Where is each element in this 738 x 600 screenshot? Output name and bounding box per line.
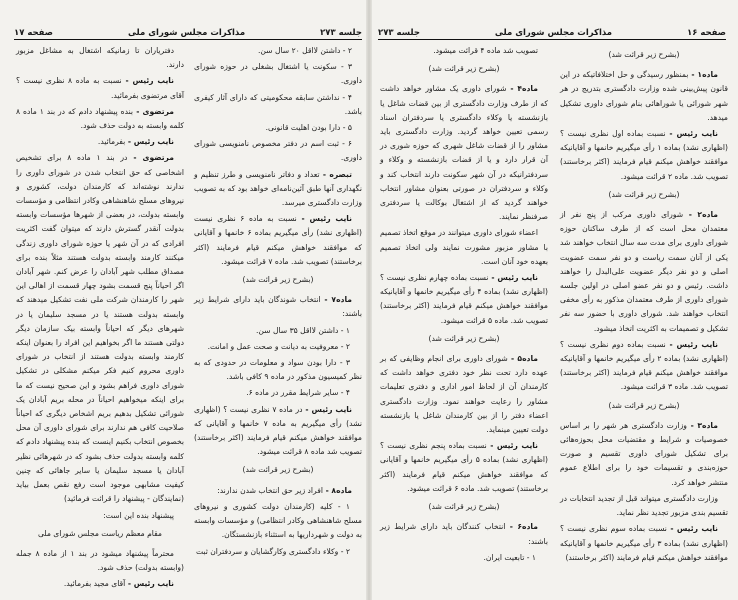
paragraph xyxy=(560,492,728,520)
paragraph-text: نسبت بماده اول نظری نیست ؟ (اظهاری نشد) بماده ۱ رأی میگیریم خانمها و آقایانیکه موافقند خواهش میکنم قیام فرمایند (اکثر برخاستند) تصویب شد. ماده ۲ قرائت میشود. xyxy=(560,129,729,181)
paragraph-text: ۳ - دارا بودن سواد و معلومات در حدودی که به نظر کمیسیون مذکور در ماده ۹ کافی باشد. xyxy=(194,358,362,382)
paragraph-text: ۲ - معروفیت به دیانت و صحت عمل و امانت. xyxy=(207,341,350,351)
paragraph xyxy=(560,522,728,565)
reading-note xyxy=(194,273,362,287)
paragraph-text: انتخاب شوندگان باید دارای شرایط زیر باشند: xyxy=(194,295,362,319)
paragraph-text: (بشرح زیر قرائت شد) xyxy=(242,465,314,475)
paragraph-text: شورای داوری مرکب از پنج نفر از معتمدان محل است که از طرف ساکنان حوزه شورای داوری برای مدت سه سال انتخاب خواهند شد یکی از آنان سمت ریاست و دو نفر سمت عضویت اصلی و دو نفر دیگر عضویت علی‌البدل را خواهند داشت. رئیس و دو نفر عضو اصلی در اولین جلسه شورای داوری از طرف معتمدان مذکور به رأی مخفی انتخاب خواهند شد. شورای داوری با حضور سه نفر تشکیل و تصمیمات به اکثریت اتخاذ میشود. xyxy=(560,210,728,333)
page-number: صفحه ۱۶ xyxy=(687,28,726,38)
paragraph-text: نسبت بماده سوم نظری نیست ؟ (اظهاری نشد) بماده ۳ رأی میگیریم خانمها و آقایانیکه موافقند خواهش میکنم قیام فرمایند (اکثر برخاستند) xyxy=(560,524,729,562)
paragraph xyxy=(380,271,548,328)
speaker-label: ماده۵ - xyxy=(507,354,538,364)
paragraph-text: (بشرح زیر قرائت شد) xyxy=(428,333,500,343)
speaker-label: ماده۳ - xyxy=(686,420,718,430)
paragraph xyxy=(560,68,728,125)
speaker-label: ماده۴ - xyxy=(506,84,538,94)
paragraph xyxy=(16,74,184,102)
paragraph-text: وزارت دادگستری میتواند قبل از تجدید انتخابات در تقسیم بندی مزبور تجدید نظر نماید. xyxy=(560,493,728,518)
speaker-label: نایب رئیس - xyxy=(302,404,352,414)
paragraph-text: ۱ - کلیه (کارمندان دولت کشوری و نیروهای مسلح شاهنشاهی وکادر انتظامی) و مؤسسات وابسته به دولت و شهرداریها به استثناء بازنشستگان. xyxy=(194,501,362,540)
paragraph-text: نسبت به ماده ۸ نظری نیست ؟ آقای مرتضوی بفرمائید. xyxy=(16,76,184,100)
speaker-label: نایب رئیس - xyxy=(665,129,718,139)
paragraph xyxy=(380,520,548,548)
paragraph xyxy=(194,293,362,321)
paragraph-text: ۶ - ثبت اسم در دفتر مخصوص نامنویسی شورای داوری. xyxy=(194,139,362,163)
paragraph-text: ۴ - سایر شرایط مقرر در ماده ۶. xyxy=(246,388,350,398)
paragraph-text: وزارت دادگستری هر شهر را بر اساس خصوصیات و شرایط و مقتضیات محل بحوزه‌هائی برای تشکیل شورای داوری تقسیم و صورت حوزه‌بندی و تقسیمات خود را برای اطلاع عموم منتشر خواهد کرد. xyxy=(560,420,728,487)
paragraph xyxy=(194,212,362,269)
paragraph-text: نسبت به ماده ۶ نظری نیست (اظهاری نشد) رأی میگیریم بماده ۶ خانمها و آقایانی که موافقند خواهش میکنم قیام فرمایند (اکثر برخاستند) تصویب شد. ماده ۷ قرائت میشود. xyxy=(194,214,362,266)
paragraph-text: دفتریاران تا زمانیکه اشتغال به مشاغل مزبور دارند. xyxy=(16,46,184,70)
paragraph-text: در بند ۱ ماده ۸ برای تشخیص اشخاصی که حق انتخاب شدن در شورای داوری را ندارند نوشته‌اند که کارمندان دولت، کشوری و نیروهای مسلح شاهنشاهی وکادر انتظامی و مؤسسات وابسته بدولت، در بعضی از شهرها مؤسسات وابسته بدولت آنقدر گسترش دارند که میتوان گفت اکثریت افرادی که در آن شهر یا حوزه شورای داوری زندگی میکنند کارمند وابسته بدولت هستند مثلاً بنده برای مصداق مطلب شهر آبادان را عرض کنم. شهر آبادان اگر احیاناً پنج قسمت بشود چهار قسمت از اهالی این شهر را کارمندان شرکت ملی نفت تشکیل میدهند که وابسته بدولت هستند یا در مسجد سلیمان یا در شهرهای دیگر که احیاناً وابسته بیک سازمان دیگر دولتی هستند ما اگر بخواهیم این افراد را بعنوان اینکه کارمند وابسته بدولت هستند از انتخاب در شورای داوری محروم کنیم فکر میکنم مشکلی در تشکیل شورای داوری فراهم بشود و این صحیح نیست که ما برای اینکه میخواهیم احیاناً در محله بریم آبادان یک شورائی تشکیل بدهیم بریم اشخاص دیگری که احیاناً صلاحیت کافی هم ندارند برای شورای داوری آن محل بخصوص انتخاب بکنیم اینست که بنده پیشنهاد دادم که کلمه وابسته بدولت حذف بشود که در شهرهائی نظیر آبادان یا مسجد سلیمان یا سایر جاهائی که چنین کیفیت مشابهی موجود است رفع نقص بعمل بیاید (نمایندگان - پیشنهاد را قرائت فرمائید) xyxy=(15,153,184,504)
speaker-label: تبصره - xyxy=(319,169,352,179)
paragraph xyxy=(194,44,362,58)
paragraph xyxy=(194,91,362,119)
paragraph-text: افراد زیر حق انتخاب شدن ندارند: xyxy=(217,485,323,495)
paragraph-text: شورای داوری یک مشاور خواهد داشت که از طرف وزارت دادگستری از بین قضات شاغل یا بازنشسته یا وکلاء دادگستری یا سردفتران اسناد رسمی تعیین خواهد گردید. وزارت دادگستری باید مشاور را از قضات شاغل شهری که حوزه شوری در آن قرار دارد و یا از قضات بازنشسته و وکلاء و سردفترانیکه در آن شهر سکونت دارند انتخاب کند و وکلاء و سردفتران در صورتی بعنوان مشاور انتخاب خواهند گردید که از اشتغال بوکالت یا سردفتری صرفنظر نمایند. xyxy=(380,84,548,222)
paragraph xyxy=(194,60,362,88)
speaker-label: مرتضوی - xyxy=(133,106,174,116)
text-column xyxy=(560,44,728,567)
paragraph-text: پیشنهاد بنده این است: xyxy=(103,510,174,520)
paragraph-text: ۳ - سکونت یا اشتغال بشغلی در حوزه شورای داوری. xyxy=(194,62,362,86)
paragraph xyxy=(380,352,548,437)
paragraph-text: (بشرح زیر قرائت شد) xyxy=(428,64,500,74)
paragraph xyxy=(560,127,728,184)
paragraph-text: نسبت بماده دوم نظری نیست ؟ (اظهاری نشد) بماده ۲ رأی میگیریم خانمها و آقایانیکه موافقند خواهش میکنم قیام فرمایند (اکثر برخاستند) تصویب شد. ماده ۳ قرائت میشود. xyxy=(560,339,729,392)
paragraph-text: نسبت بماده چهارم نظری نیست ؟ (اظهاری نشد) بماده ۴ رأی میگیریم خانمها و آقایانیکه موافقند خواهش میکنم قیام فرمایند (اکثر برخاستند) تصویب شد. ماده ۵ قرائت میشود. xyxy=(380,273,549,325)
paragraph xyxy=(16,44,184,72)
speaker-label: نایب رئیس - xyxy=(121,76,174,86)
list-item xyxy=(194,545,362,559)
paragraph-text: بمنظور رسیدگی و حل اختلافاتیکه در این قانون پیش‌بینی شده وزارت دادگستری بتدریج در هر شهر شورائی یا شوراهائی بنام شورای داوری تشکیل میدهد. xyxy=(560,70,728,122)
paragraph xyxy=(194,137,362,165)
paragraph-text: تصویب شد ماده ۴ قرائت میشود. xyxy=(433,46,538,55)
paragraph xyxy=(16,577,184,591)
paragraph-text: ۱ - تابعیت ایران. xyxy=(483,552,536,562)
paragraph-text: بنده پیشنهاد دادم که در بند ۱ ماده ۸ کلمه وابسته به دولت حذف شود. xyxy=(16,106,184,131)
paragraph-text: تعداد و دفاتر نامنویسی و طرز تنظیم و نگهداری آنها طبق آئین‌نامه‌ای خواهد بود که به تصویب وزارت دادگستری میرسد. xyxy=(194,169,362,208)
paragraph-text: آقای مجید بفرمائید. xyxy=(63,579,126,589)
reading-note xyxy=(560,48,728,62)
list-item xyxy=(194,500,362,543)
speaker-label: نایب رئیس - xyxy=(488,273,539,283)
text-column xyxy=(16,44,184,594)
right-page xyxy=(370,0,738,600)
reading-note xyxy=(380,332,548,346)
page-number: صفحه ۱۷ xyxy=(14,28,53,38)
list-item xyxy=(194,340,362,354)
text-column xyxy=(380,44,548,567)
list-item xyxy=(194,324,362,338)
paragraph-text: (بشرح زیر قرائت شد) xyxy=(608,50,680,59)
reading-note xyxy=(380,62,548,76)
paragraph-text: ۱ - داشتن لااقل ۳۵ سال سن. xyxy=(255,325,350,335)
reading-note xyxy=(380,500,548,514)
paragraph-text: (بشرح زیر قرائت شد) xyxy=(608,400,680,410)
speaker-label: مرتضوی - xyxy=(127,153,174,163)
publication-title: مذاکرات مجلس شورای ملی xyxy=(127,28,246,38)
paragraph-text: نسبت بماده پنجم نظری نیست ؟ (اظهاری نشد) بماده ۵ رأی میگیریم خانمها و آقایانی که موافقند خواهش میکنم قیام فرمایند (اکثر برخاستند) تصویب شد. ماده ۶ قرائت میشود. xyxy=(380,441,548,493)
paragraph xyxy=(380,226,548,269)
paragraph-text: در ماده ۷ نظری نیست ؟ (اظهاری نشد) رأی میگیریم به ماده ۷ خانمها و آقایانی که موافقند خواهش میکنم قیام فرمایند (اکثر برخاستند) تصویب شد ماده ۸ قرائت میشود. xyxy=(194,404,362,457)
session-number: جلسه ۲۷۳ xyxy=(320,28,362,38)
paragraph xyxy=(16,105,184,133)
reading-note xyxy=(16,527,184,541)
paragraph xyxy=(560,419,728,490)
paragraph-text: ۲ - داشتن لااقل ۲۰ سال سن. xyxy=(257,46,352,55)
speaker-label: نایب رئیس - xyxy=(125,579,174,589)
paragraph xyxy=(16,547,184,575)
paragraph xyxy=(16,151,184,506)
paragraph-text: (بشرح زیر قرائت شد) xyxy=(242,275,314,285)
paragraph xyxy=(380,82,548,224)
paragraph xyxy=(380,439,548,496)
paragraph-text: (بشرح زیر قرائت شد) xyxy=(428,502,500,512)
paragraph xyxy=(16,135,184,149)
page-header xyxy=(378,26,726,40)
session-number: جلسه ۲۷۳ xyxy=(378,28,420,38)
speaker-label: نایب رئیس - xyxy=(665,339,719,349)
speaker-label: نایب رئیس - xyxy=(125,137,174,147)
list-item xyxy=(380,551,548,565)
speaker-label: ماده۸ - xyxy=(322,485,352,495)
paragraph-text: ۲ - وکلاء دادگستری وکارگشایان و سردفتران ثبت xyxy=(195,546,350,556)
paragraph-text: (بشرح زیر قرائت شد) xyxy=(608,189,680,199)
speaker-label: ماده۲ - xyxy=(683,210,718,220)
list-item xyxy=(194,386,362,400)
reading-note xyxy=(194,463,362,477)
paragraph-text: انتخاب کنندگان باید دارای شرایط زیر باشند: xyxy=(380,522,548,546)
paragraph-text: مقام معظم ریاست مجلس شورای ملی xyxy=(37,528,162,538)
speaker-label: نایب رئیس - xyxy=(666,524,718,534)
page-header xyxy=(14,26,362,40)
list-item xyxy=(194,356,362,384)
paragraph xyxy=(380,44,548,58)
speaker-label: ماده۷ - xyxy=(320,295,352,305)
text-column xyxy=(194,44,362,561)
paragraph-text: ۴ - نداشتن سابقه محکومیتی که دارای آثار کیفری باشد. xyxy=(194,92,362,116)
speaker-label: نایب رئیس - xyxy=(296,214,352,224)
speaker-label: ماده۱ - xyxy=(688,70,718,80)
reading-note xyxy=(560,399,728,413)
paragraph xyxy=(194,168,362,211)
paragraph-text: شورای داوری برای انجام وظایفی که بر عهده دارد تحت نظر خود دفتری خواهد داشت که کارمندان آن از لحاظ امور اداری و دفتری تعلیمات مشاور را رعایت خواهند نمود. وزارت دادگستری اعضاء دفتر را از بین کارمندان شاغل یا بازنشسته دولت تعیین مینماید. xyxy=(380,354,548,435)
paragraph xyxy=(560,338,728,395)
paragraph xyxy=(194,121,362,135)
paragraph-text: اعضاء شورای داوری میتوانند در موقع اتخاذ تصمیم با مشاور مزبور مشورت نمایند ولی اتخاذ تصمیم بعهده خود آنان است. xyxy=(380,228,548,266)
publication-title: مذاکرات مجلس شورای ملی xyxy=(494,28,613,38)
reading-note xyxy=(560,188,728,202)
paragraph xyxy=(560,208,728,336)
speaker-label: نایب رئیس - xyxy=(486,441,538,451)
paragraph-text: محترماً پیشنهاد میشود در بند ۱ از ماده ۸ جمله (وابسته بدولت) حذف شود. xyxy=(16,548,184,573)
paragraph-text: بفرمائید. xyxy=(97,137,126,147)
paragraph xyxy=(194,403,362,460)
paragraph-text: ۵ - دارا بودن اهلیت قانونی. xyxy=(265,123,352,133)
paragraph xyxy=(16,509,184,523)
paragraph xyxy=(194,484,362,498)
speaker-label: ماده۶ - xyxy=(505,522,538,532)
